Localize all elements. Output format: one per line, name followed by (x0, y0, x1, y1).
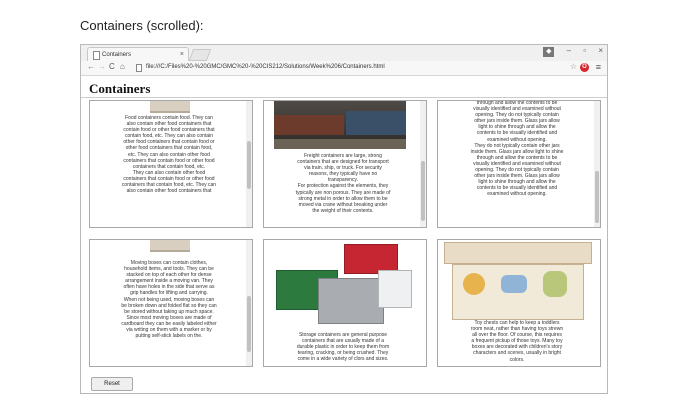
card-storage-containers[interactable] (263, 239, 427, 367)
page-title: Containers (89, 81, 151, 96)
page-icon (136, 64, 142, 72)
scrollbar[interactable] (246, 101, 252, 227)
card-moving-boxes[interactable] (89, 239, 253, 367)
home-icon[interactable]: ⌂ (120, 62, 125, 71)
new-tab-button[interactable] (189, 49, 211, 61)
tab-bar (81, 45, 607, 61)
tab-close-icon[interactable]: × (179, 51, 184, 58)
title-divider (81, 97, 607, 98)
storage-bins-image (274, 244, 414, 326)
food-container-image (150, 101, 190, 113)
slide-caption: Containers (scrolled): (80, 18, 204, 33)
card-text: Food containers contain food. They can also contain other food containers that contain food or other food containers that contain food, etc. They can also contain other food containers that contain food or other food containers that contain food, etc. They can also contain other food containers that contain food or other food containers that contain food, etc. They can also contain other food containers that contain food or other food containers that contain food, etc. They can also contain other food containers that (121, 115, 217, 195)
close-icon[interactable]: × (598, 46, 603, 55)
card-freight-containers[interactable] (263, 100, 427, 228)
forward-icon[interactable]: → (98, 62, 106, 71)
card-text: Freight containers are large, strong containers that are designed for transport via train, ship, or truck. For security reasons, they typically have no transparency. For protection against the elements, they typically are non porous. They are made of strong metal in order to allow them to be moved via crane without breaking under the weight of their contents. (295, 153, 391, 214)
browser-window (80, 44, 608, 394)
scrollbar[interactable] (594, 101, 600, 227)
moving-box-image (150, 240, 190, 252)
scrollbar[interactable] (246, 240, 252, 366)
adblock-icon[interactable]: O (580, 63, 589, 72)
card-glass-jars[interactable] (437, 100, 601, 228)
card-text: Moving boxes can contain clothes, household items, and tools. They can be stacked on top of each other for dense arrangement inside a moving van. They often have holes in the side that serve as grip handles for lifting and carrying. When not being used, moving boxes can be broken down and folded flat so they can be stored without taking up much space. Since most moving boxes are made of cardboard they can be easily labeled either via writing on them with a marker or by putting self-stick labels on the. (121, 260, 217, 340)
reset-button[interactable]: Reset (91, 377, 133, 391)
scrollbar[interactable] (420, 101, 426, 227)
tab-containers[interactable] (87, 47, 189, 62)
card-toy-chests[interactable] (437, 239, 601, 367)
maximize-icon[interactable]: ▫ (583, 46, 587, 55)
minimize-icon[interactable]: – (566, 46, 572, 55)
card-text: Storage containers are general purpose containers that are usually made of a durable plastic in order to keep them from tearing, cracking, or being crushed. They come in a wide variety of clors and sizes. (296, 332, 390, 363)
menu-icon[interactable]: ≡ (595, 62, 601, 72)
address-bar (81, 61, 607, 76)
bookmark-star-icon[interactable]: ☆ (569, 62, 577, 71)
window-controls (533, 46, 603, 57)
back-icon[interactable]: ← (87, 62, 95, 71)
card-text: Toy chests can help to keep a toddlers room neat, rather than having toys strewn all over the floor. Of course, this requires a frequent pickup of those toys. Many toy boxes are decorated with children's story characters and scenes, usually in bright colors. (470, 320, 564, 363)
reload-icon[interactable]: C (109, 62, 115, 71)
toy-chest-image (444, 242, 590, 318)
user-icon[interactable]: ◆ (543, 47, 554, 57)
freight-train-image (274, 101, 406, 149)
url-field[interactable]: file:///C:/Files%20-%20GMC/GMC%20-%20CIS212/Solutions/Week%206/Containers.html (146, 64, 385, 70)
tab-label: Containers (102, 52, 132, 58)
card-text: through and allow the contents to be visually identified and examined without opening. They do not typically contain other jars inside them. Glass jars allow light to shine through and allow the contents to be visually identified and examined without opening. They do not typically contain other jars inside them. Glass jars allow light to shine through and allow the contents to be visually identified and examined without opening. They do not typically contain other jars inside them. Glass jars allow light to shine through and allow the contents to be visually identified and examined without opening. (470, 100, 564, 198)
document-icon (93, 51, 100, 60)
card-food-containers[interactable] (89, 100, 253, 228)
